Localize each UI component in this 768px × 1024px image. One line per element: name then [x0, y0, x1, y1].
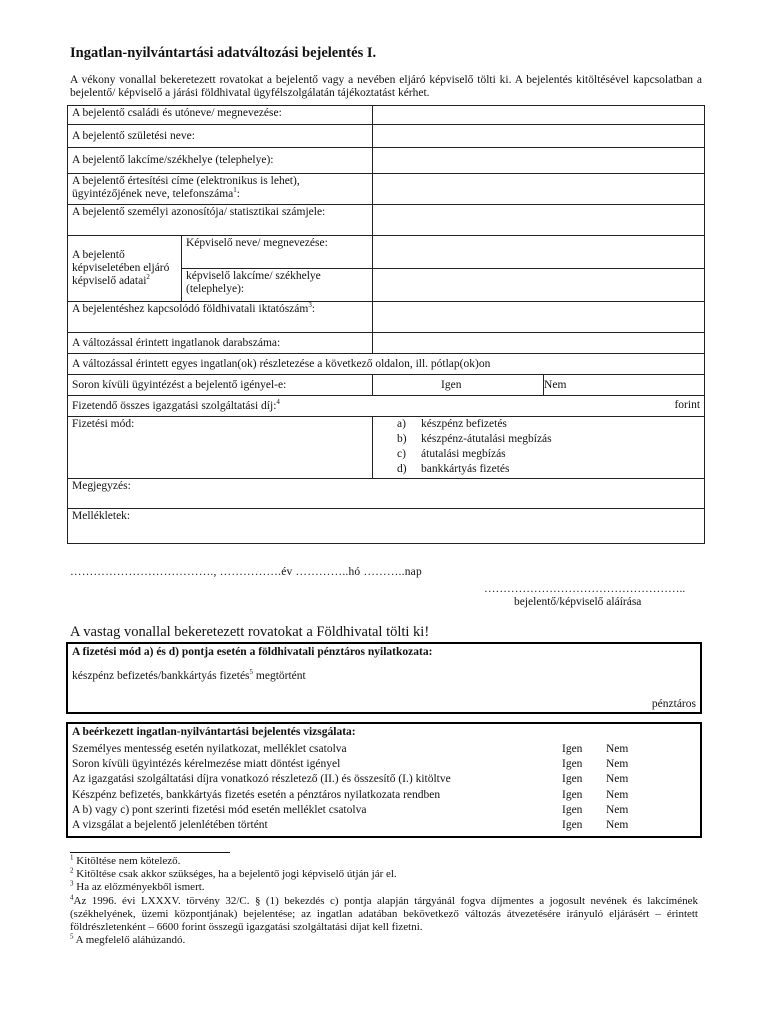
examination-row-no[interactable]: Nem: [606, 773, 629, 786]
contact-label-text: A bejelentő értesítési címe (elektronikus is lehet), ügyintézőjének neve, telefonszáma: [72, 175, 300, 200]
footnote-text: Az 1996. évi LXXXV. törvény 32/C. § (1) bekezdés c) pontja alapján tárgyánál fogva díjmentes a jogosult nevének és lakcímének (székhelyének, üzemi központjának) bejelentése; az ingatlan adatában bekövetkező változás átvezetésére irányuló eljárásért – érintett földrészletenként – 6600 forint összegű igazgatási szolgáltatási díjat kell fizetni.: [70, 894, 698, 934]
fee-unit: forint: [674, 399, 701, 411]
examination-row-yes[interactable]: Igen: [562, 788, 583, 801]
reference-number-text: A bejelentéshez kapcsolódó földhivatali iktatószám: [72, 303, 309, 315]
contact-label-colon: :: [236, 188, 240, 200]
examination-row: [72, 818, 696, 833]
attachments-label: Mellékletek:: [72, 510, 131, 522]
examination-row-label: Készpénz befizetés, bankkártyás fizetés esetén a pénztáros nyilatkozata rendben: [72, 788, 441, 801]
footnote-ref-2: 2: [146, 273, 150, 282]
cashier-declaration-box: [66, 642, 702, 714]
remarks-label: Megjegyzés:: [72, 480, 131, 492]
cashier-statement: [72, 670, 306, 682]
fee-row[interactable]: [68, 396, 705, 417]
footnote-text: Kitöltése nem kötelező.: [73, 855, 181, 867]
payment-method-label: Fizetési mód:: [68, 417, 373, 479]
examination-row: [72, 742, 696, 757]
representative-group-text: A bejelentő képviseletében eljáró képviselő adatai: [72, 249, 170, 287]
document-title: Ingatlan-nyilvántartási adatváltozási bejelentés I.: [70, 45, 377, 61]
footnotes: [70, 855, 698, 947]
footnote-number: 5: [70, 932, 74, 941]
footnote-text: Kitöltése csak akkor szükséges, ha a bejelentő jogi képviselő útján jár el.: [73, 868, 397, 881]
examination-row-no[interactable]: Nem: [606, 743, 629, 755]
footnote-ref-1: 1: [233, 186, 237, 195]
birth-name-label: A bejelentő születési neve:: [68, 125, 373, 148]
urgent-no[interactable]: Nem: [544, 375, 705, 396]
payment-method-options: [373, 417, 705, 479]
urgent-label: Soron kívüli ügyintézést a bejelentő igényel-e:: [68, 375, 373, 396]
payment-option-text: átutalási megbízás: [421, 448, 506, 460]
id-label: A bejelentő személyi azonosítója/ statisztikai számjele:: [68, 205, 373, 236]
reference-number-label: [68, 302, 373, 333]
representative-address-label: képviselő lakcíme/ székhelye (telephelye):: [182, 269, 373, 302]
payment-option-letter: a): [397, 418, 406, 430]
footnote-number: 3: [70, 879, 74, 888]
signature-label: bejelentő/képviselő aláírása: [514, 596, 642, 608]
attachments-field[interactable]: [68, 509, 705, 544]
applicant-form-table: [67, 105, 705, 544]
examination-rows: [72, 742, 696, 833]
payment-option-letter: b): [397, 433, 407, 445]
intro-text: A vékony vonallal bekeretezett rovatokat a bejelentő vagy a nevében eljáró képviselő tölti ki. A bejelentés kitöltésével kapcsolatban a bejelentő/ képviselő a járási földhivatal ügyfélszolgálatán tájékoztatást kérhet.: [70, 74, 702, 99]
office-section-heading: A vastag vonallal bekeretezett rovatokat a Földhivatal tölti ki!: [70, 624, 430, 640]
date-line: ………………………………., …………….év …………..hó ………..nap: [70, 566, 422, 578]
remarks-field[interactable]: [68, 479, 705, 509]
payment-option-letter: c): [397, 448, 406, 460]
footnote-number: 1: [70, 853, 74, 862]
footnote: [70, 934, 698, 947]
examination-row-label: A vizsgálat a bejelentő jelenlétében történt: [72, 818, 268, 831]
footnote-text: Ha az előzményekből ismert.: [73, 881, 205, 894]
representative-address-field[interactable]: [373, 269, 705, 302]
examination-row-no[interactable]: Nem: [606, 803, 629, 816]
name-label: A bejelentő családi és utóneve/ megnevezése:: [68, 106, 373, 125]
property-count-field[interactable]: [373, 333, 705, 354]
payment-option-cash[interactable]: [397, 417, 700, 432]
footnote: [70, 881, 698, 894]
payment-option-text: készpénz befizetés: [421, 418, 507, 430]
examination-row: [72, 757, 696, 772]
footnote: [70, 855, 698, 868]
examination-row-label: Az igazgatási szolgáltatási díjra vonatkozó részletező (II.) és összesítő (I.) kitöltve: [72, 773, 451, 786]
examination-row-no[interactable]: Nem: [606, 758, 629, 771]
examination-row: [72, 772, 696, 787]
payment-option-card[interactable]: [397, 462, 700, 477]
id-field[interactable]: [373, 205, 705, 236]
footnote-ref-5: 5: [249, 668, 254, 677]
examination-row-no[interactable]: Nem: [606, 788, 629, 801]
examination-row-label: A b) vagy c) pont szerinti fizetési mód esetén melléklet csatolva: [72, 803, 367, 816]
contact-field[interactable]: [373, 174, 705, 205]
birth-name-field[interactable]: [373, 125, 705, 148]
footnote-number: 2: [70, 866, 74, 875]
payment-option-transfer[interactable]: [397, 447, 700, 462]
examination-row-yes[interactable]: Igen: [562, 818, 583, 831]
cashier-heading: A fizetési mód a) és d) pontja esetén a földhivatali pénztáros nyilatkozata:: [72, 646, 433, 658]
examination-row: [72, 803, 696, 818]
address-field[interactable]: [373, 148, 705, 174]
examination-row-label: Soron kívüli ügyintézés kérelmezése miatt döntést igényel: [72, 758, 341, 771]
footnote-text: A megfelelő aláhúzandó.: [73, 934, 186, 947]
examination-row: [72, 788, 696, 803]
address-label: A bejelentő lakcíme/székhelye (telephelye):: [68, 148, 373, 174]
cashier-signature-label: pénztáros: [651, 698, 696, 710]
representative-name-label: Képviselő neve/ megnevezése:: [182, 236, 373, 269]
urgent-yes[interactable]: Igen: [373, 375, 544, 396]
reference-number-colon: :: [311, 303, 316, 315]
payment-option-text: készpénz-átutalási megbízás: [421, 433, 552, 445]
payment-option-cash-transfer[interactable]: [397, 432, 700, 447]
footnote: [70, 868, 698, 881]
reference-number-field[interactable]: [373, 302, 705, 333]
contact-label: [68, 174, 373, 205]
cashier-statement-tail: megtörtént: [253, 670, 306, 682]
cashier-statement-text: készpénz befizetés/bankkártyás fizetés: [72, 670, 250, 682]
examination-row-no[interactable]: Nem: [606, 818, 629, 831]
footnote-ref-4: 4: [276, 397, 280, 406]
property-count-label: A változással érintett ingatlanok darabszáma:: [68, 333, 373, 354]
examination-row-yes[interactable]: Igen: [562, 743, 583, 755]
property-detail-note: A változással érintett egyes ingatlan(ok) részletezése a következő oldalon, ill. pótlap(ok)on: [68, 354, 705, 375]
footnote: [70, 892, 698, 935]
examination-box: [66, 722, 702, 838]
name-field[interactable]: [373, 106, 705, 125]
payment-option-text: bankkártyás fizetés: [421, 463, 510, 475]
representative-group-label: [68, 236, 182, 302]
footnote-divider: [70, 852, 230, 853]
examination-row-yes[interactable]: Igen: [562, 758, 583, 771]
representative-name-field[interactable]: [373, 236, 705, 269]
examination-row-yes[interactable]: Igen: [562, 773, 583, 786]
examination-heading: A beérkezett ingatlan-nyilvántartási bejelentés vizsgálata:: [72, 726, 356, 738]
payment-option-letter: d): [397, 463, 407, 475]
fee-label: Fizetendő összes igazgatási szolgáltatási díj:: [72, 399, 277, 412]
signature-line[interactable]: ……………………………………………..: [484, 583, 686, 595]
footnote-number: 4: [70, 892, 74, 901]
examination-row-label: Személyes mentesség esetén nyilatkozat, melléklet csatolva: [72, 743, 347, 755]
footnote-ref-3: 3: [308, 301, 312, 310]
examination-row-yes[interactable]: Igen: [562, 803, 583, 816]
